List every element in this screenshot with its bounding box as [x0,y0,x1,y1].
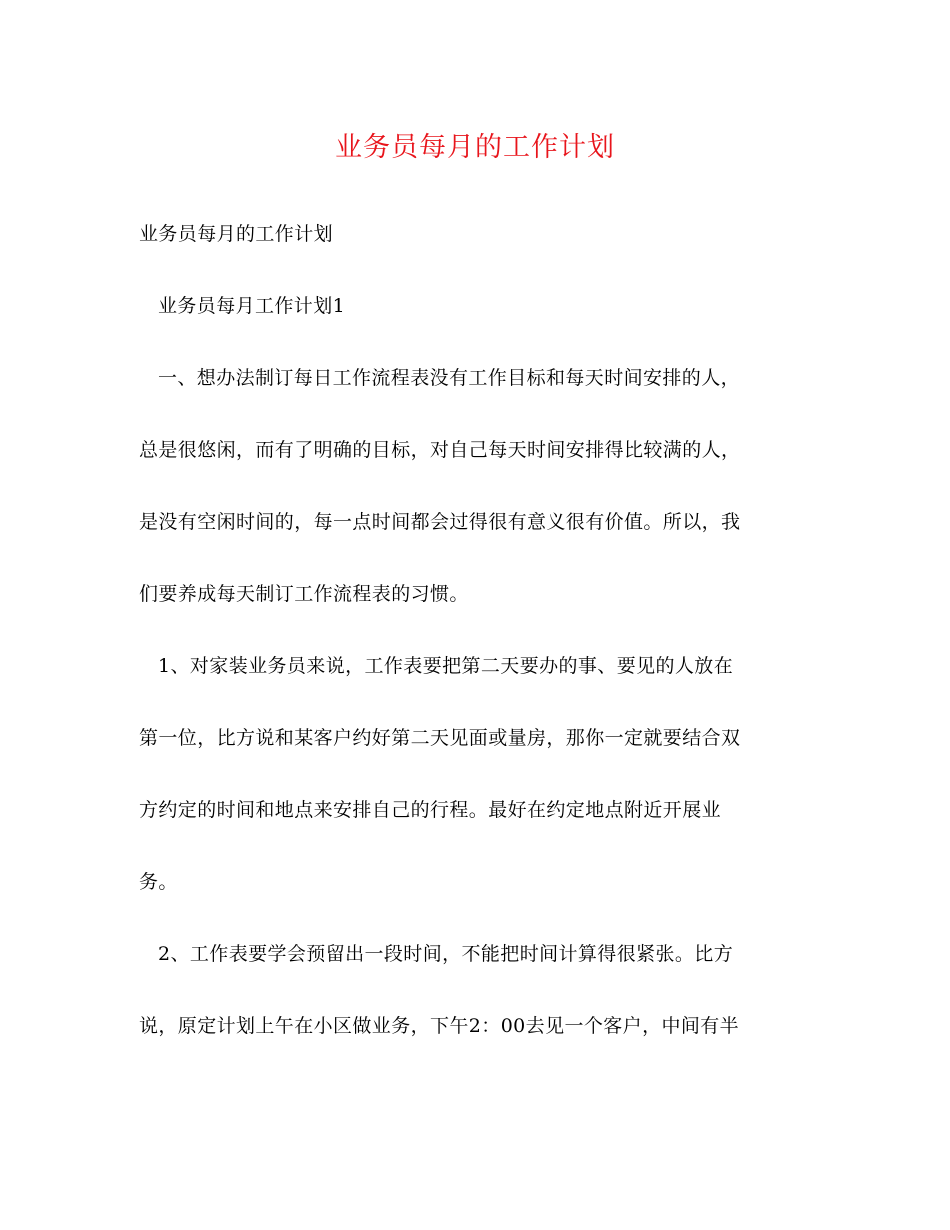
paragraph-line: 1、对家装业务员来说，工作表要把第二天要办的事、要见的人放在 [158,655,734,677]
paragraph-line: 是没有空闲时间的，每一点时间都会过得很有意义很有价值。所以，我 [139,511,741,533]
paragraph-line: 总是很悠闲，而有了明确的目标，对自己每天时间安排得比较满的人， [139,439,741,461]
paragraph-line: 务。 [139,871,178,893]
paragraph-line: 一、想办法制订每日工作流程表没有工作目标和每天时间安排的人， [158,367,741,389]
paragraph-line: 业务员每月工作计划1 [158,295,346,317]
paragraph-line: 2、工作表要学会预留出一段时间，不能把时间计算得很紧张。比方 [158,943,734,965]
paragraph-line: 说，原定计划上午在小区做业务，下午2：00去见一个客户，中间有半 [139,1015,740,1037]
document-body [139,212,819,1076]
paragraph-line: 们要养成每天制订工作流程表的习惯。 [139,583,469,605]
paragraph-line: 第一位，比方说和某客户约好第二天见面或量房，那你一定就要结合双 [139,727,741,749]
document-title: 业务员每月的工作计划 [335,132,615,163]
paragraph-line: 方约定的时间和地点来安排自己的行程。最好在约定地点附近开展业 [139,799,722,821]
paragraph-line: 业务员每月的工作计划 [139,223,334,245]
